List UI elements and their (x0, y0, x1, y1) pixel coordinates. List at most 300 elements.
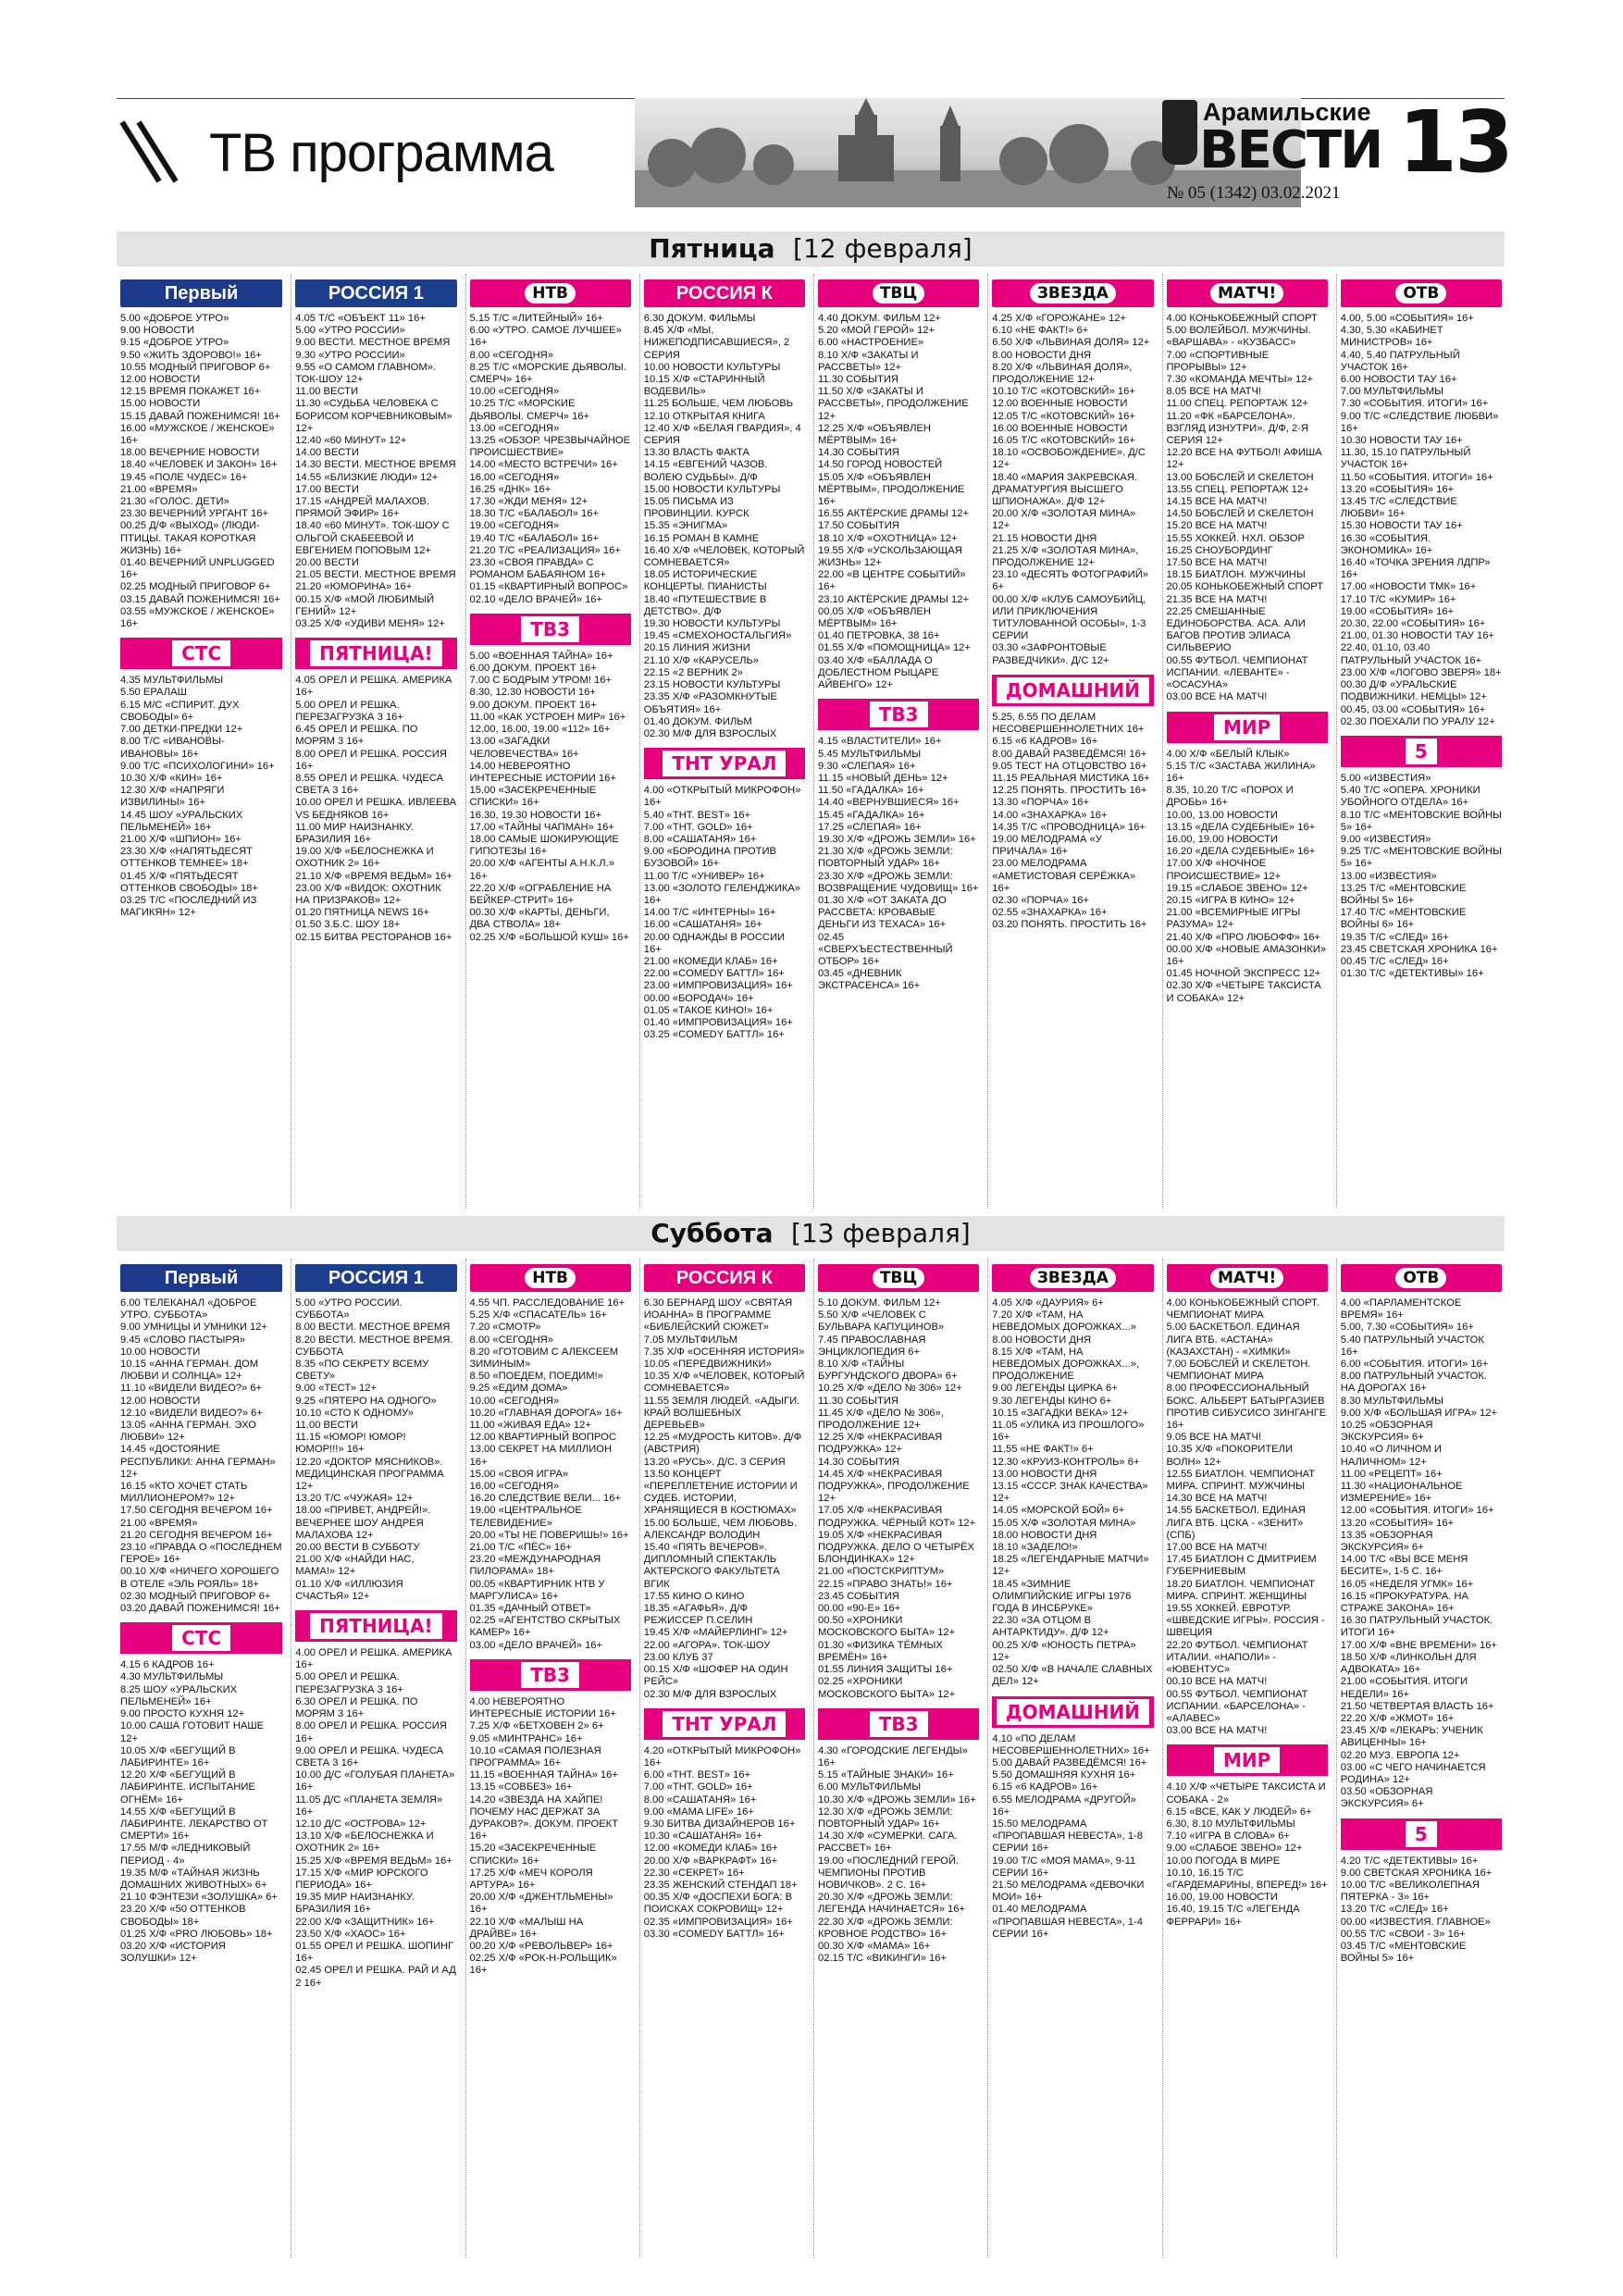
program-entry: 7.00 МУЛЬТФИЛЬМЫ (1340, 386, 1443, 398)
program-entry: 00.00 Х/Ф «КЛУБ САМОУБИЙЦ, ИЛИ ПРИКЛЮЧЕНИЯ ТИТУЛОВАННОЙ ОСОБЫ», 1-3 СЕРИИ (992, 593, 1146, 642)
program-entry: 15.45 «ГАДАЛКА» 16+ (818, 809, 925, 821)
program-entry: 13.10 Х/Ф «БЕЛОСНЕЖКА И ОХОТНИК 2» 16+ (295, 1831, 434, 1855)
program-entry: 11.45 Х/Ф «ДЕЛО № 306», ПРОДОЛЖЕНИЕ 12+ (818, 1407, 944, 1432)
program-entry: 4.10 «ПО ДЕЛАМ НЕСОВЕРШЕННОЛЕТНИХ» 16+ (992, 1732, 1150, 1756)
program-entry: 6.30 БЕРНАРД ШОУ «СВЯТАЯ ИОАННА» В ПРОГРАММЕ «БИБЛЕЙСКИЙ СЮЖЕТ» (643, 1297, 793, 1334)
program-entry: 18.30 Т/С «БАЛАБОЛ» 16+ (469, 508, 600, 520)
program-entry: 03.45 «ДНЕВНИК ЭКСТРАСЕНСА» 16+ (818, 968, 921, 992)
program-entry: 11.30 «НАЦИОНАЛЬНОЕ ИЗМЕРЕНИЕ» 16+ (1340, 1481, 1463, 1505)
program-entry: 02.55 «ЗНАХАРКА» 16+ (992, 907, 1108, 919)
channel-logo-label: МАТЧ! (1210, 1268, 1283, 1288)
program-entry: 14.00 «ЗНАХАРКА» 16+ (992, 809, 1108, 821)
program-entry: 5.15 «ТАЙНЫЕ ЗНАКИ» 16+ (818, 1769, 954, 1781)
program-entry: 13.30 ВЛАСТЬ ФАКТА (643, 447, 750, 459)
program-entry: 12.00 НОВОСТИ (120, 1395, 201, 1407)
program-entry: 10.25 «ОБЗОРНАЯ ЭКСКУРСИЯ» 6+ (1340, 1420, 1433, 1444)
program-entry: 7.25 Х/Ф «БЕТХОВЕН 2» 6+ (469, 1720, 604, 1732)
program-entry: 20.15 «ИГРА В КИНО» 12+ (1166, 894, 1295, 906)
program-list (992, 1733, 1153, 1941)
program-entry: 02.10 «ДЕЛО ВРАЧЕЙ» 16+ (469, 593, 603, 605)
program-entry: 5.00 «УТРО РОССИИ» (295, 325, 405, 337)
program-entry: 23.30 Х/Ф «ДРОЖЬ ЗЕМЛИ: ВОЗВРАЩЕНИЕ ЧУДОВИЩ» 16+ (818, 870, 979, 894)
program-entry: 10.30 «САШАТАНЯ» 16+ (643, 1831, 762, 1843)
program-list (818, 1297, 979, 1701)
program-list (1167, 313, 1328, 704)
program-entry: 16.25 «ДНК» 16+ (469, 483, 551, 495)
program-entry: 17.50 СОБЫТИЯ (818, 520, 899, 532)
program-entry: 7.00 «ТНТ. GOLD» 16+ (643, 821, 753, 833)
program-entry: 8.50 «ПОЕДЕМ, ПОЕДИМ!» (469, 1371, 603, 1383)
channel-logo-label: СТС (172, 640, 230, 666)
channel-logo-россия-к (644, 1264, 805, 1292)
program-entry: 19.15 «СЛАБОЕ ЗВЕНО» 12+ (1166, 882, 1308, 894)
program-entry: 16.40 Х/Ф «ЧЕЛОВЕК, КОТОРЫЙ СОМНЕВАЕТСЯ» (643, 544, 805, 569)
program-entry: 10.10 «САМАЯ ПОЛЕЗНАЯ ПРОГРАММА» 16+ (469, 1744, 601, 1769)
program-entry: 20.00 ОДНАЖДЫ В РОССИИ 16+ (643, 931, 786, 955)
program-entry: 00.15 Х/Ф «ШОФЕР НА ОДИН РЕЙС» (643, 1664, 788, 1688)
channel-logo-матч (1167, 1264, 1328, 1292)
program-entry: 23.45 СОБЫТИЯ (818, 1590, 899, 1602)
program-entry: 15.15 ДАВАЙ ПОЖЕНИМСЯ! 16+ (120, 410, 280, 422)
channel-logo-пятница (295, 638, 456, 669)
channel-logo-label: ОТВ (1395, 1268, 1446, 1288)
channel-logo-домашний (992, 1696, 1153, 1728)
program-entry: 01.55 ЛИНИЯ ЗАЩИТЫ 16+ (818, 1664, 953, 1676)
program-entry: 16.15 «ПРОКУРАТУРА. НА СТРАЖЕ ЗАКОНА» 16+ (1340, 1590, 1468, 1615)
program-entry: 12.25 Х/Ф «НЕКРАСИВАЯ ПОДРУЖКА» 12+ (818, 1432, 943, 1456)
channel-logo-label: 5 (1406, 1821, 1437, 1847)
program-entry: 15.20 ВСЕ НА МАТЧ! (1166, 520, 1268, 532)
program-entry: 00.55 ФУТБОЛ. ЧЕМПИОНАТ ИСПАНИИ. «БАРСЕЛОНА» - «АЛАВЕС» (1166, 1688, 1308, 1724)
program-entry: 21.00 «ПОСТСКРИПТУМ» (818, 1566, 945, 1578)
channel-column (291, 274, 459, 1209)
channel-logo-label: МИР (1214, 714, 1280, 740)
program-entry: 23.15 НОВОСТИ КУЛЬТУРЫ (643, 679, 781, 691)
program-entry: 20.00 ВЕСТИ В СУББОТУ (295, 1542, 420, 1554)
channel-logo-label: МИР (1214, 1747, 1280, 1773)
program-entry: 8.35, 10.20 Т/С «ПОРОХ И ДРОБЬ» 16+ (1166, 785, 1294, 809)
program-entry: 16.30 «СОБЫТИЯ. ЭКОНОМИКА» 16+ (1340, 532, 1433, 556)
program-entry: 17.00 ВЕСТИ (295, 483, 359, 495)
program-entry: 23.50 Х/Ф «ХАОС» 16+ (295, 1928, 406, 1940)
program-entry: 16.05 Т/С «КОТОВСКИЙ» 16+ (992, 435, 1135, 447)
program-entry: 01.40 ПЕТРОВКА, 38 16+ (818, 630, 940, 642)
channel-column (1336, 274, 1505, 1209)
program-entry: 22.40, 01.10, 03.40 ПАТРУЛЬНЫЙ УЧАСТОК 16+ (1340, 642, 1482, 666)
program-entry: 12.20 «ДОКТОР МЯСНИКОВ». МЕДИЦИНСКАЯ ПРОГРАММА 12+ (295, 1456, 444, 1493)
program-entry: 8.35 «ПО СЕКРЕТУ ВСЕМУ СВЕТУ» (295, 1359, 429, 1383)
program-entry: 8.00 ПРОФЕССИОНАЛЬНЫЙ БОКС. АЛЬБЕРТ БАТЫРГАЗИЕВ ПРОТИВ СИБУСИСО ЗИНГАНГЕ 16+ (1166, 1383, 1327, 1432)
program-entry: 13.20 Т/С «СЛЕД» 16+ (1340, 1904, 1449, 1916)
program-entry: 18.45 «ЗИМНИЕ ОЛИМПИЙСКИЕ ИГРЫ 1976 ГОДА В ИНСБРУКЕ» (992, 1578, 1132, 1615)
program-entry: 9.00 ЛЕГЕНДЫ ЦИРКА 6+ (992, 1383, 1118, 1395)
program-entry: 21.50 ЧЕТВЕРТАЯ ВЛАСТЬ 16+ (1340, 1700, 1494, 1712)
program-entry: 5.40 «ТНТ. BEST» 16+ (643, 809, 751, 821)
program-entry: 4.40, 5.40 ПАТРУЛЬНЫЙ УЧАСТОК 16+ (1340, 349, 1460, 373)
program-entry: 03.00 «С ЧЕГО НАЧИНАЕТСЯ РОДИНА» 12+ (1340, 1761, 1486, 1785)
program-entry: 7.20 Х/Ф «ТАМ, НА НЕВЕДОМЫХ ДОРОЖКАХ...» (992, 1309, 1137, 1334)
program-entry: 15.00 НОВОСТИ КУЛЬТУРЫ (643, 483, 781, 495)
program-entry: 21.00 Х/Ф «НАЙДИ НАС, МАМА!» 12+ (295, 1554, 415, 1578)
channel-column (987, 1259, 1156, 2258)
program-entry: 16.00 «МУЖСКОЕ / ЖЕНСКОЕ» 16+ (120, 422, 275, 447)
program-entry: 19.45 «СМЕХОНОСТАЛЬГИЯ» (643, 630, 792, 642)
program-entry: 11.30 СОБЫТИЯ (818, 1395, 899, 1407)
program-entry: 4.15 6 КАДРОВ 16+ (120, 1659, 215, 1671)
channel-logo-звезда (992, 279, 1153, 307)
channel-logo-label: РОССИЯ 1 (328, 282, 424, 304)
program-entry: 03.00 «ДЕЛО ВРАЧЕЙ» 16+ (469, 1639, 603, 1651)
program-entry: 17.55 М/Ф «ЛЕДНИКОВЫЙ ПЕРИОД - 4» (120, 1843, 251, 1867)
program-entry: 19.35 Т/С «СЛЕД» 16+ (1340, 931, 1449, 943)
program-entry: 23.10 «ДЕСЯТЬ ФОТОГРАФИЙ» 6+ (992, 569, 1148, 593)
program-entry: 17.15 «АНДРЕЙ МАЛАХОВ. ПРЯМОЙ ЭФИР» 16+ (295, 496, 429, 520)
program-entry: 21.30 Х/Ф «ДРОЖЬ ЗЕМЛИ: ПОВТОРНЫЙ УДАР» 16+ (818, 846, 953, 870)
program-entry: 9.00 «ТЕСТ» 12+ (295, 1383, 378, 1395)
program-entry: 14.55 «БЛИЗКИЕ ЛЮДИ» 12+ (295, 471, 439, 483)
issue-info: № 05 (1342) 03.02.2021 (1167, 183, 1341, 203)
program-entry: 19.35 МИР НАИЗНАНКУ. БРАЗИЛИЯ 16+ (295, 1892, 415, 1916)
program-entry: 17.00 Х/Ф «НОЧНОЕ ПРОИСШЕСТВИЕ» 12+ (1166, 858, 1282, 882)
program-entry: 00.45 Т/С «СЛЕД» 16+ (1340, 955, 1449, 967)
program-entry: 18.40 «ЧЕЛОВЕК И ЗАКОН» 16+ (120, 459, 278, 471)
page-header (117, 85, 1512, 224)
program-entry: 10.15 Х/Ф «СТАРИННЫЙ ВОДЕВИЛЬ» (643, 374, 765, 398)
schedule-grid-saturday (117, 1259, 1505, 2258)
program-entry: 13.25 «ОБЗОР. ЧРЕЗВЫЧАЙНОЕ ПРОИСШЕСТВИЕ» (469, 435, 631, 459)
program-entry: 16.00 ВОЕННЫЕ НОВОСТИ (992, 422, 1128, 434)
program-entry: 17.50 ВСЕ НА МАТЧ! (1166, 557, 1268, 569)
channel-logo-мир (1167, 1744, 1328, 1776)
channel-logo-label: ТВ3 (870, 701, 928, 727)
program-entry: 7.35 Х/Ф «ОСЕННЯЯ ИСТОРИЯ» (643, 1346, 805, 1358)
program-entry: 13.00 СЕКРЕТ НА МИЛЛИОН 16+ (469, 1444, 613, 1468)
program-entry: 18.00 НОВОСТИ ДНЯ (992, 1529, 1097, 1541)
program-entry: 16.25 СНОУБОРДИНГ (1166, 544, 1273, 556)
program-entry: 9.00 ВЕСТИ. МЕСТНОЕ ВРЕМЯ (295, 337, 451, 349)
program-entry: 13.15 «ДЕЛА СУДЕБНЫЕ» 16+ (1166, 821, 1316, 833)
program-entry: 00.30 Х/Ф «КАРТЫ, ДЕНЬГИ, ДВА СТВОЛА» 18+ (469, 907, 610, 931)
program-entry: 19.40 Т/С «БАЛАБОЛ» 16+ (469, 532, 600, 544)
program-entry: 17.40 Т/С «МЕНТОВСКИЕ ВОЙНЫ 6» 16+ (1340, 907, 1467, 931)
program-entry: 22.00 «АГОРА». ТОК-ШОУ (643, 1639, 771, 1651)
program-entry: 01.20 ПЯТНИЦА NEWS 16+ (295, 907, 429, 919)
channel-logo-звезда (992, 1264, 1153, 1292)
program-entry: 03.30 «ЗАФРОНТОВЫЕ РАЗВЕДЧИКИ». Д/С 12+ (992, 642, 1109, 666)
program-entry: 02.25 Х/Ф «БОЛЬШОЙ КУШ» 16+ (469, 931, 629, 943)
program-entry: 02.25 МОДНЫЙ ПРИГОВОР 6+ (120, 581, 271, 593)
program-entry: 22.00 «В ЦЕНТРЕ СОБЫТИЙ» 16+ (818, 569, 966, 593)
program-entry: 19.00 «СЕГОДНЯ» (469, 520, 560, 532)
program-list (644, 1745, 805, 1941)
program-list (470, 651, 631, 944)
program-entry: 21.00, 01.30 НОВОСТИ ТАУ 16+ (1340, 630, 1494, 642)
program-entry: 5.00 «ИЗВЕСТИЯ» (1340, 772, 1431, 784)
program-entry: 10.35 Х/Ф «ЧЕЛОВЕК, КОТОРЫЙ СОМНЕВАЕТСЯ» (643, 1371, 805, 1395)
program-entry: 12.40 Х/Ф «БЕЛАЯ ГВАРДИЯ», 4 СЕРИЯ (643, 422, 801, 447)
program-entry: 14.00 «МЕСТО ВСТРЕЧИ» 16+ (469, 459, 618, 471)
program-list (295, 313, 456, 630)
program-entry: 01.05 «ТАКОЕ КИНО!» 16+ (643, 1004, 774, 1016)
program-entry: 11.00 «КАК УСТРОЕН МИР» 16+ (469, 711, 626, 723)
program-entry: 19.35 М/Ф «ТАЙНАЯ ЖИЗНЬ ДОМАШНИХ ЖИВОТНЫХ» 6+ (120, 1867, 267, 1891)
program-entry: 11.00 Т/С «УНИВЕР» 16+ (643, 870, 765, 882)
program-entry: 23.00 МЕЛОДРАМА «АМЕТИСТОВАЯ СЕРЁЖКА» 16+ (992, 858, 1136, 894)
program-entry: 12.25 ПОНЯТЬ. ПРОСТИТЬ 16+ (992, 785, 1147, 797)
program-entry: 02.30 М/Ф ДЛЯ ВЗРОСЛЫХ (643, 727, 777, 739)
program-entry: 8.00 ПАТРУЛЬНЫЙ УЧАСТОК. НА ДОРОГАХ 16+ (1340, 1371, 1488, 1395)
program-entry: 14.45 Х/Ф «НЕКРАСИВАЯ ПОДРУЖКА», ПРОДОЛЖЕНИЕ 12+ (818, 1468, 970, 1505)
program-entry: 6.00 «УТРО. САМОЕ ЛУЧШЕЕ» 16+ (469, 325, 622, 349)
program-entry: 7.20 «СМОТР» (469, 1322, 541, 1334)
channel-logo-мир (1167, 712, 1328, 743)
program-entry: 16.00 «СЕГОДНЯ» (469, 1481, 560, 1493)
program-entry: 5.25 Х/Ф «СПАСАТЕЛЬ» 16+ (469, 1309, 607, 1322)
program-entry: 02.45 ОРЕЛ И РЕШКА. РАЙ И АД 2 16+ (295, 1965, 456, 1989)
program-entry: 22.00 Х/Ф «ЗАЩИТНИК» 16+ (295, 1916, 435, 1928)
program-entry: 13.35 «ОБЗОРНАЯ ЭКСКУРСИЯ» 6+ (1340, 1529, 1433, 1554)
program-entry: 9.05 «МИНТРАНС» 16+ (469, 1732, 583, 1744)
channel-column (465, 1259, 634, 2258)
program-entry: 21.40 Х/Ф «ПРО ЛЮБОФФ» 16+ (1166, 931, 1320, 943)
logo-small-text: Арамильские (1203, 98, 1371, 126)
program-entry: 15.40 «ПЯТЬ ВЕЧЕРОВ». ДИПЛОМНЫЙ СПЕКТАКЛЬ АКТЕРСКОГО ФАКУЛЬТЕТА ВГИК (643, 1542, 780, 1590)
program-entry: 10.55 МОДНЫЙ ПРИГОВОР 6+ (120, 361, 271, 373)
program-entry: 20.15 ЛИНИЯ ЖИЗНИ (643, 642, 750, 654)
program-entry: 18.10 «ОСВОБОЖДЕНИЕ». Д/С 12+ (992, 447, 1146, 471)
program-entry: 5.10 ДОКУМ. ФИЛЬМ 12+ (818, 1297, 941, 1309)
program-entry: 21.00 Т/С «ПЁС» 16+ (469, 1542, 572, 1554)
program-entry: 11.05 «УЛИКА ИЗ ПРОШЛОГО» 16+ (992, 1420, 1145, 1444)
program-entry: 4.30 МУЛЬТФИЛЬМЫ (120, 1671, 224, 1683)
program-entry: 12.00 «КОМЕДИ КЛАБ» 16+ (643, 1843, 778, 1855)
channel-logo-россия-1 (295, 1264, 456, 1292)
program-entry: 11.20 «ФК «БАРСЕЛОНА». ВЗГЛЯД ИЗНУТРИ». Д/Ф, 2-Я СЕРИЯ 12+ (1166, 410, 1309, 447)
program-list (818, 1745, 979, 1966)
program-entry: 00.00 «БОРОДАЧ» 16+ (643, 992, 754, 1004)
program-entry: 10.30 Х/Ф «КИН» 16+ (120, 772, 223, 784)
program-entry: 7.30 «КОМАНДА МЕЧТЫ» 12+ (1166, 374, 1313, 386)
program-entry: 15.05 Х/Ф «ОБЪЯВЛЕН МЁРТВЫМ», ПРОДОЛЖЕНИЕ 16+ (818, 471, 965, 508)
program-entry: 8.20 «ГОТОВИМ С АЛЕКСЕЕМ ЗИМИНЫМ» (469, 1346, 619, 1371)
program-entry: 7.00 «СПОРТИВНЫЕ ПРОРЫВЫ» 12+ (1166, 349, 1270, 373)
program-entry: 12.00 «СОБЫТИЯ. ИТОГИ» 16+ (1340, 1505, 1494, 1517)
program-list (295, 1647, 456, 1990)
program-entry: 23.10 «ПРАВДА О «ПОСЛЕДНЕМ ГЕРОЕ» 16+ (120, 1542, 282, 1566)
program-entry: 14.15 «ЕВГЕНИЙ ЧАЗОВ. ВОЛЕЮ СУДЬБЫ». Д/Ф (643, 459, 768, 483)
program-entry: 12.00 НОВОСТИ (120, 374, 201, 386)
program-entry: 9.30 БИТВА ДИЗАЙНЕРОВ 16+ (643, 1818, 796, 1830)
program-entry: 8.00 ОРЕЛ И РЕШКА. РОССИЯ 16+ (295, 1720, 447, 1744)
program-entry: 00.10 Х/Ф «НИЧЕГО ХОРОШЕГО В ОТЕЛЕ «ЭЛЬ РОЯЛЬ» 18+ (120, 1566, 279, 1590)
program-entry: 5.15 Т/С «ЛИТЕЙНЫЙ» 16+ (469, 313, 603, 324)
program-entry: 11.00 ВЕСТИ (295, 386, 359, 398)
program-entry: 13.00 БОБСЛЕЙ И СКЕЛЕТОН (1166, 471, 1314, 483)
program-entry: 00.30 Х/Ф «МАМА» 16+ (818, 1940, 931, 1952)
program-entry: 15.00 «ЗАСЕКРЕЧЕННЫЕ СПИСКИ» 16+ (469, 785, 597, 809)
program-entry: 21.00 «ВРЕМЯ» (120, 483, 198, 495)
program-entry: 14.50 ГОРОД НОВОСТЕЙ (818, 459, 943, 471)
program-entry: 16.30 ПАТРУЛЬНЫЙ УЧАСТОК. ИТОГИ 16+ (1340, 1615, 1493, 1639)
program-entry: 19.00 «ПОСЛЕДНИЙ ГЕРОЙ. ЧЕМПИОНЫ ПРОТИВ НОВИЧКОВ». 2 С. 16+ (818, 1855, 960, 1891)
channel-column (117, 274, 285, 1209)
channel-logo-label: НТВ (525, 283, 576, 304)
program-entry: 15.25 Х/Ф «ВРЕМЯ ВЕДЬМ» 16+ (295, 1855, 452, 1867)
program-entry: 9.15 «ДОБРОЕ УТРО» (120, 337, 229, 349)
crest-icon (1162, 100, 1197, 165)
channel-logo-тнт-урал (644, 748, 805, 779)
program-entry: 14.00 Т/С «ВЫ ВСЕ МЕНЯ БЕСИТЕ», 1-5 С. 16+ (1340, 1554, 1468, 1578)
program-entry: 18.05 ИСТОРИЧЕСКИЕ КОНЦЕРТЫ. ПИАНИСТЫ (643, 569, 767, 593)
channel-logo-тв3 (818, 699, 979, 730)
program-entry: 21.05 ВЕСТИ. МЕСТНОЕ ВРЕМЯ (295, 569, 456, 581)
program-entry: 02.25 «АГЕНТСТВО СКРЫТЫХ КАМЕР» 16+ (469, 1615, 621, 1639)
program-entry: 18.00 САМЫЕ ШОКИРУЮЩИЕ ГИПОТЕЗЫ 16+ (469, 833, 619, 858)
program-entry: 02.20 МУЗ. ЕВРОПА 12+ (1340, 1749, 1460, 1761)
program-entry: 5.40 ПАТРУЛЬНЫЙ УЧАСТОК 16+ (1340, 1334, 1484, 1358)
program-entry: 03.20 ПОНЯТЬ. ПРОСТИТЬ 16+ (992, 919, 1147, 931)
program-entry: 17.00 «НОВОСТИ ТМК» 16+ (1340, 581, 1477, 593)
program-entry: 7.30 «СОБЫТИЯ. ИТОГИ» 16+ (1340, 398, 1489, 410)
channel-logo-label: РОССИЯ К (675, 282, 773, 304)
program-entry: 03.25 Х/Ф «УДИВИ МЕНЯ» 12+ (295, 618, 445, 630)
program-entry: 21.20 Т/С «РЕАЛИЗАЦИЯ» 16+ (469, 544, 621, 556)
program-entry: 5.00 ДАВАЙ РАЗВЕДЁМСЯ! 16+ (992, 1756, 1147, 1769)
program-entry: 03.00 ВСЕ НА МАТЧ! (1166, 1725, 1268, 1737)
program-entry: 18.10 Х/Ф «ОХОТНИЦА» 12+ (818, 532, 958, 544)
program-entry: 01.45 Х/Ф «ПЯТЬДЕСЯТ ОТТЕНКОВ СВОБОДЫ» 18+ (120, 870, 258, 894)
program-entry: 6.55 МЕЛОДРАМА «ДРУГОЙ» 16+ (992, 1793, 1136, 1818)
program-entry: 13.50 КОНЦЕРТ «ПЕРЕПЛЕТЕНИЕ ИСТОРИИ И СУДЕБ. ИСТОРИИ, ХРАНЯЩИЕСЯ В КОСТЮМАХ» (643, 1468, 798, 1517)
program-entry: 15.00 НОВОСТИ (120, 398, 201, 410)
program-entry: 00.45, 03.00 «СОБЫТИЯ» 16+ (1340, 703, 1486, 715)
program-entry: 15.05 Х/Ф «ЗОЛОТАЯ МИНА» (992, 1517, 1136, 1529)
program-entry: 10.00 Д/С «ГОЛУБАЯ ПЛАНЕТА» 16+ (295, 1769, 455, 1793)
program-entry: 23.20 Х/Ф «50 ОТТЕНКОВ СВОБОДЫ» 18+ (120, 1904, 246, 1928)
program-entry: 4.10 Х/Ф «ЧЕТЫРЕ ТАКСИСТА И СОБАКА - 2» (1166, 1781, 1326, 1806)
channel-logo-стс (120, 1622, 282, 1654)
program-entry: 18.50 Х/Ф «ЛИНКОЛЬН ДЛЯ АДВОКАТА» 16+ (1340, 1651, 1477, 1676)
program-entry: 6.10 «НЕ ФАКТ!» 6+ (992, 325, 1089, 337)
program-entry: 14.20 «ЗВЕЗДА НА ХАЙПЕ! ПОЧЕМУ НАС ДЕРЖАТ ЗА ДУРАКОВ?». ДОКУМ. ПРОЕКТ 16+ (469, 1793, 619, 1843)
program-list (1167, 1781, 1328, 1928)
program-entry: 9.50 «ЖИТЬ ЗДОРОВО!» 16+ (120, 349, 262, 361)
program-entry: 10.10 «СТО К ОДНОМУ» (295, 1407, 415, 1419)
program-entry: 4.00 Х/Ф «БЕЛЫЙ КЛЫК» (1166, 748, 1290, 760)
program-entry: 9.00 НОВОСТИ (120, 325, 195, 337)
program-entry: 8.45 Х/Ф «МЫ, НИЖЕПОДПИСАВШИЕСЯ», 2 СЕРИЯ (643, 325, 790, 361)
channel-logo-label: СТС (172, 1625, 230, 1651)
program-entry: 9.00 «ИЗВЕСТИЯ» (1340, 833, 1431, 845)
channel-logo-label: ТВ3 (521, 616, 579, 642)
program-entry: 8.00 «СЕГОДНЯ» (469, 349, 553, 361)
program-entry: 9.00 «БОРОДИНА ПРОТИВ БУЗОВОЙ» 16+ (643, 846, 777, 870)
program-entry: 03.25 «COMEDY БАТТЛ» 16+ (643, 1029, 785, 1041)
program-entry: 02.15 Т/С «ВИКИНГИ» 16+ (818, 1953, 948, 1965)
program-list (295, 675, 456, 943)
program-entry: 11.15 «НОВЫЙ ДЕНЬ» 12+ (818, 772, 948, 784)
program-entry: 10.40 «О ЛИЧНОМ И НАЛИЧНОМ» 12+ (1340, 1444, 1442, 1468)
program-entry: 02.15 БИТВА РЕСТОРАНОВ 16+ (295, 931, 452, 943)
program-list (1341, 1297, 1502, 1811)
program-entry: 4.00 КОНЬКОБЕЖНЫЙ СПОРТ. ЧЕМПИОНАТ МИРА (1166, 1297, 1319, 1322)
program-entry: 17.05 Х/Ф «НЕКРАСИВАЯ ПОДРУЖКА. ЧЁРНЫЙ КОТ» 12+ (818, 1505, 976, 1529)
program-entry: 5.00 ОРЕЛ И РЕШКА. ПЕРЕЗАГРУЗКА 3 16+ (295, 699, 403, 723)
program-entry: 02.25 Х/Ф «РОК-Н-РОЛЬЩИК» 16+ (469, 1953, 617, 1977)
program-entry: 18.15 БИАТЛОН. МУЖЧИНЫ (1166, 569, 1306, 581)
program-entry: 23.45 СВЕТСКАЯ ХРОНИКА 16+ (1340, 943, 1498, 955)
program-entry: 10.00 НОВОСТИ КУЛЬТУРЫ (643, 361, 781, 373)
channel-logo-label: ЗВЕЗДА (1030, 1268, 1116, 1288)
program-entry: 10.00 «СЕГОДНЯ» (469, 1395, 560, 1407)
program-entry: 16.40, 19.15 Т/С «ЛЕГЕНДА ФЕРРАРИ» 16+ (1166, 1904, 1300, 1928)
schedule-grid-friday (117, 274, 1505, 1209)
program-entry: 16.05 «НЕДЕЛЯ УГМК» 16+ (1340, 1578, 1474, 1590)
program-entry: 13.00 «ИЗВЕСТИЯ» (1340, 870, 1437, 882)
program-entry: 12.00 ВОЕННЫЕ НОВОСТИ (992, 398, 1128, 410)
program-entry: 5.00 ВОЛЕЙБОЛ. МУЖЧИНЫ. «ВАРШАВА» - «КУЗБАСС» (1166, 325, 1311, 349)
program-entry: 5.00, 7.30 «СОБЫТИЯ» 16+ (1340, 1322, 1474, 1334)
program-entry: 11.10 «ВИДЕЛИ ВИДЕО?» 6+ (120, 1383, 263, 1395)
channel-logo-тв3 (470, 1659, 631, 1691)
channel-logo-label: ТВЦ (873, 283, 924, 304)
program-entry: 12.15 ВРЕМЯ ПОКАЖЕТ 16+ (120, 386, 261, 398)
program-list (120, 313, 282, 630)
program-entry: 9.30 «СЛЕПАЯ» 16+ (818, 760, 916, 772)
program-entry: 12.25 Х/Ф «ОБЪЯВЛЕН МЁРТВЫМ» 16+ (818, 422, 931, 447)
program-entry: 11.50 Х/Ф «ЗАКАТЫ И РАССВЕТЫ», ПРОДОЛЖЕНИЕ 12+ (818, 386, 969, 422)
program-entry: 15.30 НОВОСТИ ТАУ 16+ (1340, 520, 1463, 532)
program-entry: 16.00 «САШАТАНЯ» 16+ (643, 919, 762, 931)
program-entry: 15.20 «ЗАСЕКРЕЧЕННЫЕ СПИСКИ» 16+ (469, 1843, 597, 1867)
program-entry: 21.30 «ГОЛОС. ДЕТИ» (120, 496, 229, 508)
program-entry: 13.00 «ЗОЛОТО ГЕЛЕНДЖИКА» 16+ (643, 882, 801, 906)
program-entry: 13.15 «СОВБЕЗ» 16+ (469, 1781, 573, 1793)
program-entry: 5.50 ЕРАЛАШ (120, 687, 187, 699)
program-entry: 21.00 «ВРЕМЯ» (120, 1517, 198, 1529)
program-entry: 17.50 СЕГОДНЯ ВЕЧЕРОМ 16+ (120, 1505, 273, 1517)
program-entry: 15.00 «СВОЯ ИГРА» (469, 1468, 569, 1480)
program-entry: 02.30 М/Ф ДЛЯ ВЗРОСЛЫХ (643, 1688, 777, 1700)
program-entry: 6.45 ОРЕЛ И РЕШКА. ПО МОРЯМ 3 16+ (295, 724, 418, 748)
program-entry: 19.00 Т/С «МОЯ МАМА», 9-11 СЕРИИ 16+ (992, 1855, 1136, 1879)
program-entry: 10.00 ОРЕЛ И РЕШКА. ИВЛЕЕВА VS БЕДНЯКОВ 16+ (295, 797, 457, 821)
program-entry: 11.05 Д/С «ПЛАНЕТА ЗЕМЛЯ» 16+ (295, 1793, 443, 1818)
program-entry: 00.35 Х/Ф «ДОСПЕХИ БОГА: В ПОИСКАХ СОКРОВИЩ» 12+ (643, 1892, 793, 1916)
program-entry: 4.05 Т/С «ОБЪЕКТ 11» 16+ (295, 313, 426, 324)
program-entry: 01.35 «ДАЧНЫЙ ОТВЕТ» (469, 1603, 591, 1615)
program-entry: 14.30 Х/Ф «СУМЕРКИ. САГА. РАССВЕТ» 16+ (818, 1831, 958, 1855)
program-entry: 13.25 Т/С «МЕНТОВСКИЕ ВОЙНЫ 5» 16+ (1340, 882, 1467, 906)
program-entry: 13.20 «СОБЫТИЯ» 16+ (1340, 483, 1455, 495)
program-entry: 00.55 Т/С «СВОИ - 3» 16+ (1340, 1928, 1466, 1940)
program-entry: 14.30 ВЕСТИ. МЕСТНОЕ ВРЕМЯ (295, 459, 456, 471)
program-entry: 00.00 «ИЗВЕСТИЯ. ГЛАВНОЕ» (1340, 1916, 1491, 1928)
program-entry: 5.00 «ДОБРОЕ УТРО» (120, 313, 229, 324)
program-entry: 8.00 НОВОСТИ ДНЯ (992, 1334, 1092, 1346)
program-entry: 4.00 «ПАРЛАМЕНТСКОЕ ВРЕМЯ» 16+ (1340, 1297, 1462, 1322)
program-entry: 9.00 «СЛАБОЕ ЗВЕНО» 12+ (1166, 1843, 1303, 1855)
program-entry: 02.35 «ИМПРОВИЗАЦИЯ» 16+ (643, 1916, 793, 1928)
program-entry: 22.30 Х/Ф «ДРОЖЬ ЗЕМЛИ: КРОВНОЕ РОДСТВО» 16+ (818, 1916, 953, 1940)
program-list (992, 1297, 1153, 1689)
program-entry: 8.00 «САШАТАНЯ» 16+ (643, 833, 757, 845)
program-entry: 19.05 Х/Ф «НЕКРАСИВАЯ ПОДРУЖКА. ДЕЛО О ЧЕТЫРЁХ БЛОНДИНКАХ» 12+ (818, 1529, 974, 1566)
program-entry: 13.15 «СССР. ЗНАК КАЧЕСТВА» 12+ (992, 1481, 1148, 1505)
program-entry: 22.20 Х/Ф «ЖМОТ» 16+ (1340, 1712, 1455, 1724)
program-entry: 5.00 «УТРО РОССИИ. СУББОТА» (295, 1297, 403, 1322)
program-entry: 00.15 Х/Ф «МОЙ ЛЮБИМЫЙ ГЕНИЙ» 12+ (295, 593, 435, 617)
